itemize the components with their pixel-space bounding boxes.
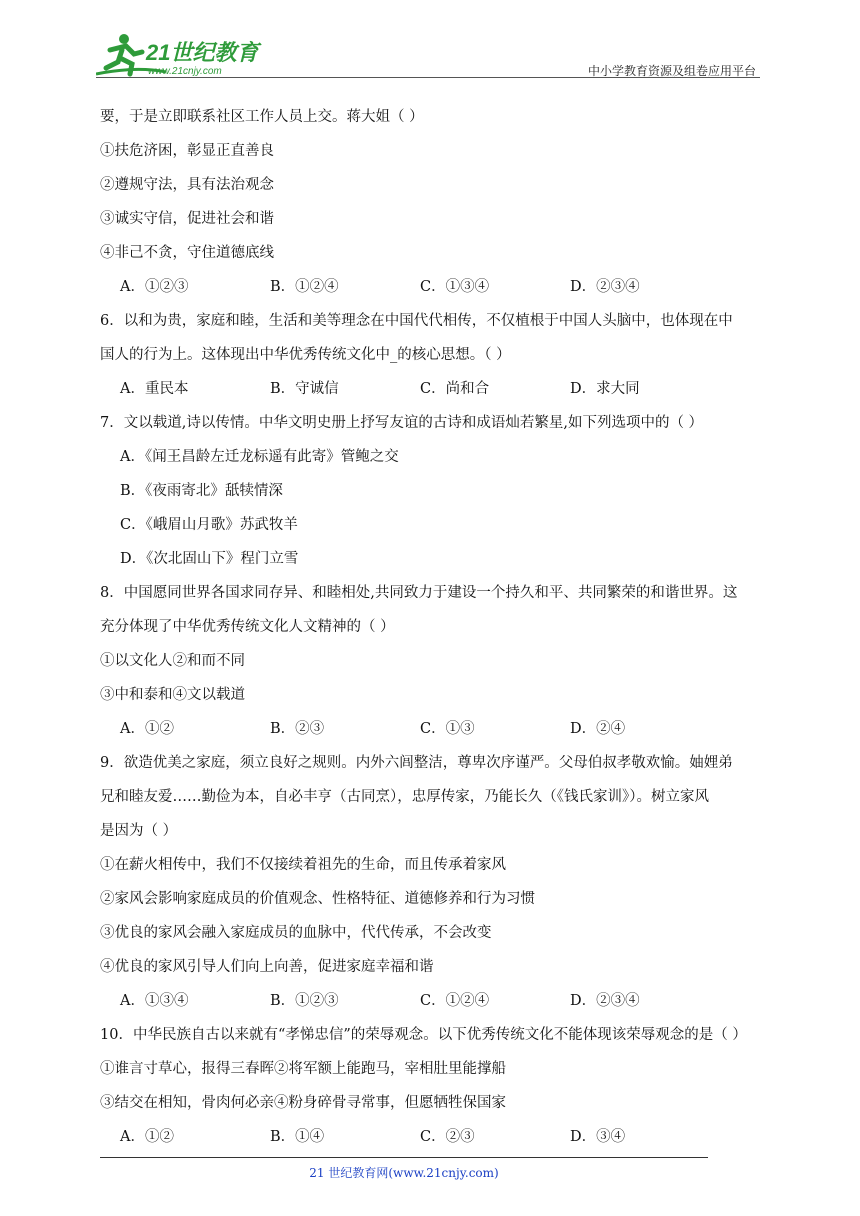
option-a: A．①② — [120, 1129, 174, 1145]
q10-stem: 10．中华民族自古以来就有“孝悌忠信”的荣辱观念。以下优秀传统文化不能体现该荣辱观念的是（ ） — [100, 1027, 747, 1043]
option-d: D．③④ — [570, 1129, 626, 1145]
q9-options — [100, 984, 765, 1018]
q8-item: ①以文化人②和而不同 — [100, 653, 245, 669]
q6-stem: 国人的行为上。这体现出中华优秀传统文化中_的核心思想。（ ） — [100, 347, 511, 363]
option-d: D．《次北固山下》程门立雪 — [120, 551, 299, 567]
q6-options — [100, 372, 765, 406]
question-list — [100, 100, 765, 1154]
q9-item: ②家风会影响家庭成员的价值观念、性格特征、道德修养和行为习惯 — [100, 891, 535, 907]
option-c: C．①③ — [420, 721, 475, 737]
q5-item: ④非己不贪，守住道德底线 — [100, 245, 274, 261]
q5-item: ①扶危济困，彰显正直善良 — [100, 143, 274, 159]
q5-stem: 要，于是立即联系社区工作人员上交。蒋大姐（ ） — [100, 109, 424, 125]
option-a: A．①② — [120, 721, 174, 737]
page-header — [96, 30, 760, 80]
option-c: C．②③ — [420, 1129, 475, 1145]
q10-options — [100, 1120, 765, 1154]
q8-stem: 8．中国愿同世界各国求同存异、和睦相处,共同致力于建设一个持久和平、共同繁荣的和谐世界。这 — [100, 585, 738, 601]
logo-text: 21世纪教育 — [146, 40, 259, 65]
q10-item: ③结交在相知，骨肉何必亲④粉身碎骨寻常事，但愿牺牲保国家 — [100, 1095, 506, 1111]
q5-options — [100, 270, 765, 304]
q8-options — [100, 712, 765, 746]
option-a: A．①②③ — [120, 279, 189, 295]
q9-stem: 是因为（ ） — [100, 823, 178, 839]
site-tagline: 中小学教育资源及组卷应用平台 — [587, 64, 756, 78]
q10-item: ①谁言寸草心，报得三春晖②将军额上能跑马，宰相肚里能撑船 — [100, 1061, 506, 1077]
q5-item: ③诚实守信，促进社会和谐 — [100, 211, 274, 227]
option-b: B．②③ — [270, 721, 325, 737]
q5-item: ②遵规守法，具有法治观念 — [100, 177, 274, 193]
q7-stem: 7．文以载道,诗以传情。中华文明史册上抒写友谊的古诗和成语灿若繁星,如下列选项中的（ ） — [100, 415, 704, 431]
option-d: D．②④ — [570, 721, 626, 737]
q9-item: ①在薪火相传中，我们不仅接续着祖先的生命，而且传承着家风 — [100, 857, 506, 873]
option-b: B．①②④ — [270, 279, 339, 295]
site-logo — [96, 30, 266, 80]
q9-stem: 兄和睦友爱……勤俭为本，自必丰亨（古同烹），忠厚传家，乃能长久（《钱氏家训》）。树立家风 — [100, 789, 709, 805]
option-d: D．求大同 — [570, 381, 640, 397]
footer-divider — [100, 1157, 708, 1158]
logo-url: www.21cnjy.com — [148, 66, 222, 77]
option-a: A．重民本 — [120, 381, 189, 397]
q6-stem: 6．以和为贵，家庭和睦，生活和美等理念在中国代代相传，不仅植根于中国人头脑中，也体现在中 — [100, 313, 733, 329]
header-divider — [96, 77, 760, 78]
option-c: C．①③④ — [420, 279, 490, 295]
option-d: D．②③④ — [570, 279, 640, 295]
option-c: C．尚和合 — [420, 381, 490, 397]
option-b: B．①④ — [270, 1129, 325, 1145]
option-a: A．①③④ — [120, 993, 189, 1009]
q9-item: ③优良的家风会融入家庭成员的血脉中，代代传承，不会改变 — [100, 925, 492, 941]
q9-item: ④优良的家风引导人们向上向善，促进家庭幸福和谐 — [100, 959, 434, 975]
footer-link[interactable]: 21 世纪教育网(www.21cnjy.com) — [309, 1166, 499, 1180]
q8-item: ③中和泰和④文以载道 — [100, 687, 245, 703]
option-a: A．《闻王昌龄左迁龙标遥有此寄》管鲍之交 — [120, 449, 399, 465]
option-b: B．①②③ — [270, 993, 339, 1009]
option-c: C．《峨眉山月歌》苏武牧羊 — [120, 517, 298, 533]
option-b: B．《夜雨寄北》舐犊情深 — [120, 483, 283, 499]
option-d: D．②③④ — [570, 993, 640, 1009]
option-b: B．守诚信 — [270, 381, 339, 397]
q9-stem: 9．欲造优美之家庭，须立良好之规则。内外六闾整洁，尊卑次序谨严。父母伯叔孝敬欢愉。妯娌弟 — [100, 755, 733, 771]
option-c: C．①②④ — [420, 993, 490, 1009]
q8-stem: 充分体现了中华优秀传统文化人文精神的（ ） — [100, 619, 395, 635]
